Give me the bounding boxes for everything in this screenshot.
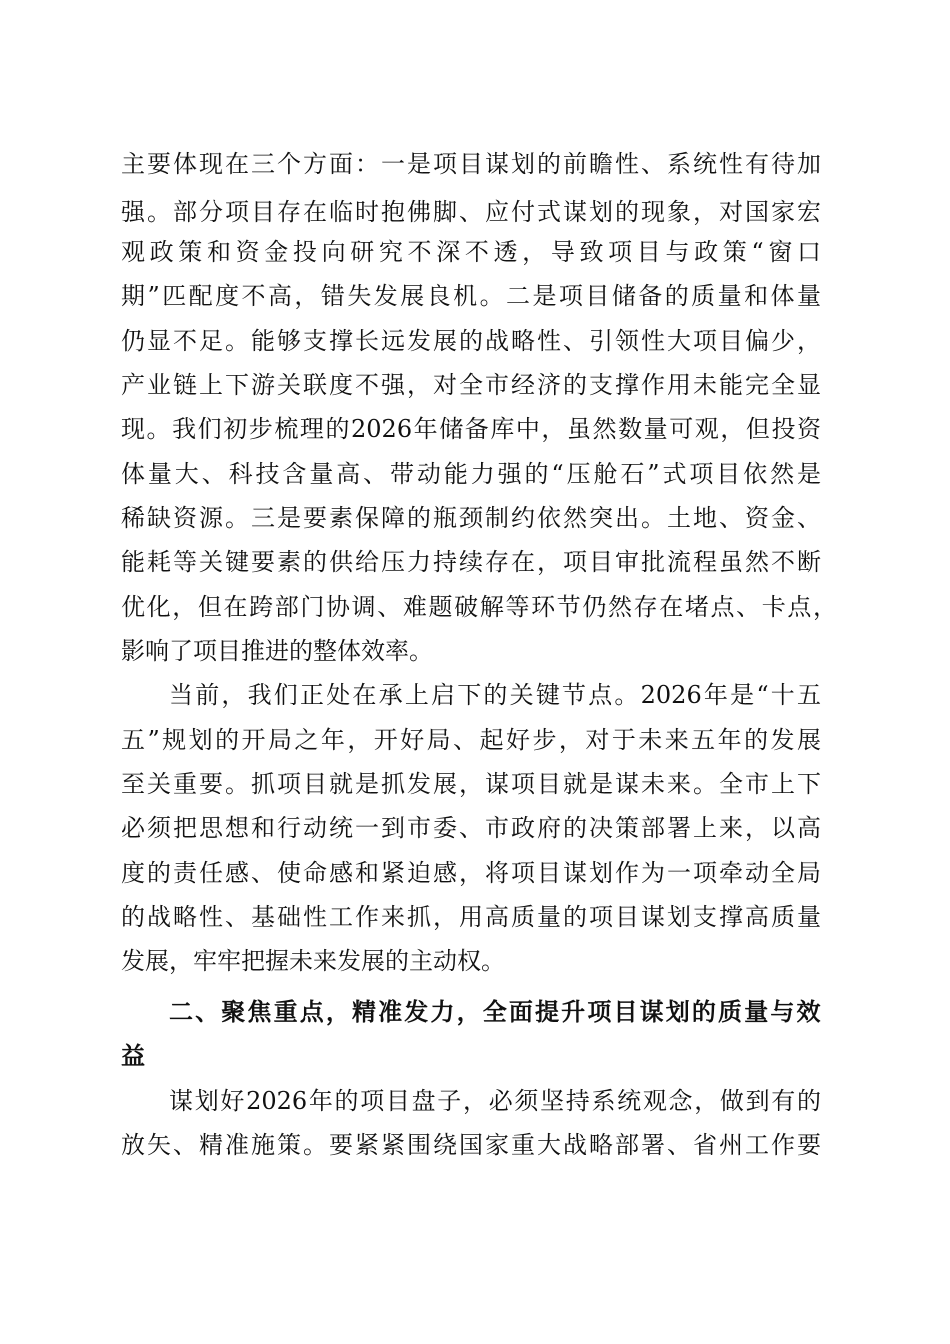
text-line: 影响了项目推进的整体效率。: [121, 637, 433, 665]
text-line: 体量大、科技含量高、带动能力强的“压舱石”式项目依然是: [121, 460, 821, 488]
text-line: 发展，牢牢把握未来发展的主动权。: [121, 947, 505, 975]
text-line: 放矢、精准施策。要紧紧围绕国家重大战略部署、省州工作要: [121, 1131, 821, 1159]
text-line: 当前，我们正处在承上启下的关键节点。2026年是“十五: [169, 681, 821, 709]
text-line: 强。部分项目存在临时抱佛脚、应付式谋划的现象，对国家宏: [121, 198, 821, 226]
text-line: 的战略性、基础性工作来抓，用高质量的项目谋划支撑高质量: [121, 903, 821, 931]
text-line: 观政策和资金投向研究不深不透，导致项目与政策“窗口: [121, 238, 821, 266]
heading-line: 二、聚焦重点，精准发力，全面提升项目谋划的质量与效: [169, 998, 821, 1026]
text-line: 优化，但在跨部门协调、难题破解等环节仍然存在堵点、卡点，: [121, 593, 837, 621]
text-line: 现。我们初步梳理的2026年储备库中，虽然数量可观，但投资: [121, 415, 821, 443]
text-line: 期”匹配度不高，错失发展良机。二是项目储备的质量和体量: [121, 282, 821, 310]
text-line: 产业链上下游关联度不强，对全市经济的支撑作用未能完全显: [121, 371, 821, 399]
text-line: 五”规划的开局之年，开好局、起好步，对于未来五年的发展: [121, 726, 821, 754]
text-line: 至关重要。抓项目就是抓发展，谋项目就是谋未来。全市上下: [121, 770, 821, 798]
text-line: 仍显不足。能够支撑长远发展的战略性、引领性大项目偏少，: [121, 327, 821, 355]
text-line: 必须把思想和行动统一到市委、市政府的决策部署上来，以高: [121, 814, 821, 842]
heading-line: 益: [121, 1042, 146, 1070]
text-line: 能耗等关键要素的供给压力持续存在，项目审批流程虽然不断: [121, 548, 821, 576]
text-line: 主要体现在三个方面：一是项目谋划的前瞻性、系统性有待加: [121, 150, 821, 178]
text-line: 谋划好2026年的项目盘子，必须坚持系统观念，做到有的: [169, 1087, 821, 1115]
text-line: 度的责任感、使命感和紧迫感，将项目谋划作为一项牵动全局: [121, 859, 821, 887]
text-line: 稀缺资源。三是要素保障的瓶颈制约依然突出。土地、资金、: [121, 504, 821, 532]
